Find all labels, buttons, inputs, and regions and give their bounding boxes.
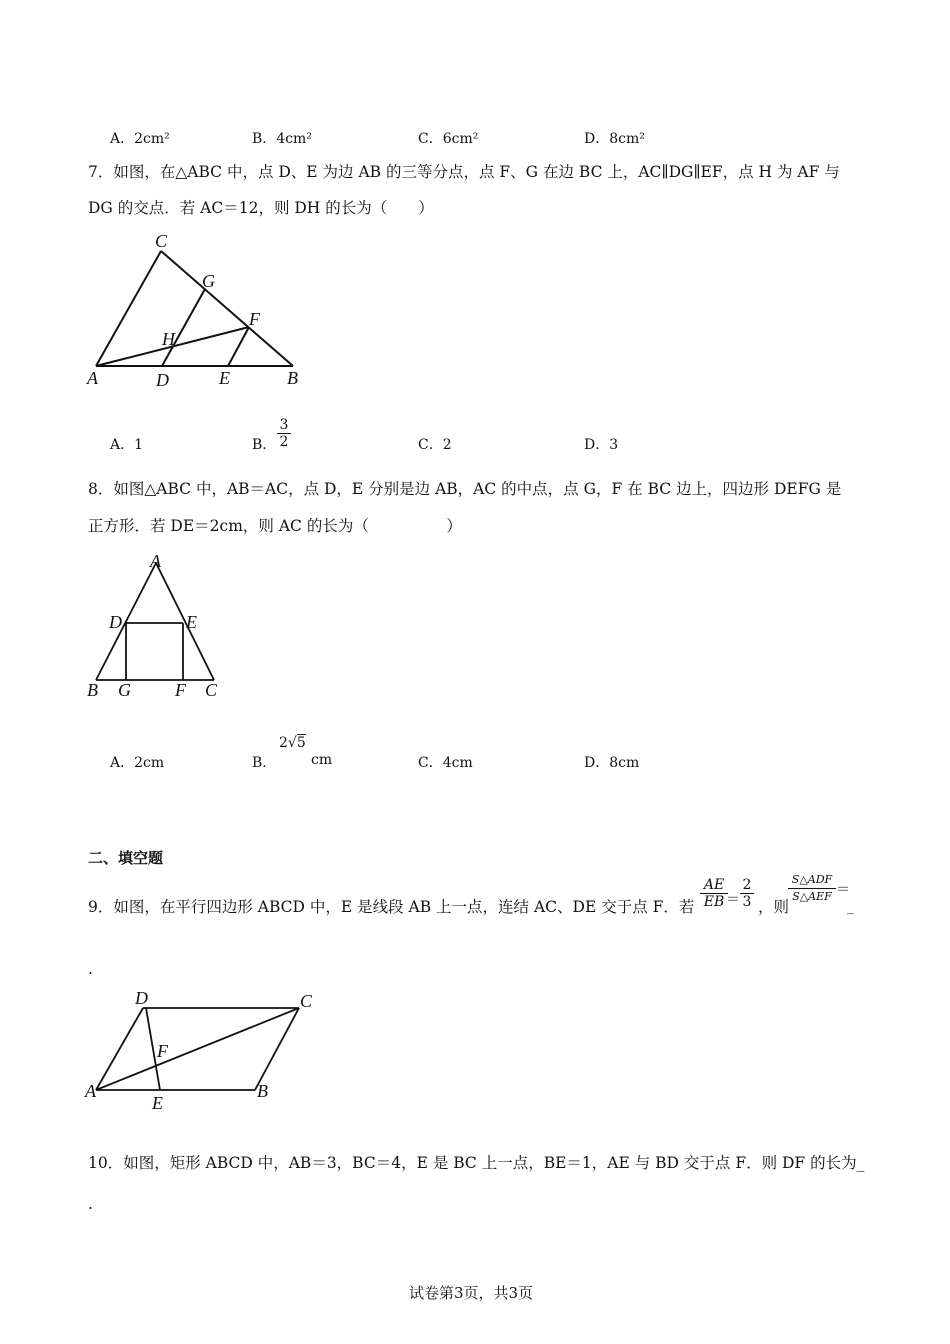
q9-equals: ＝ xyxy=(726,892,740,908)
q8-option-b: B． xyxy=(252,755,277,771)
q10-text: 10．如图，矩形 ABCD 中，AB＝3，BC＝4，E 是 BC 上一点，BE＝1，AE 与 BD 交于点 F．则 DF 的长为_ xyxy=(88,1154,865,1172)
q7-option-c: C．2 xyxy=(418,437,452,453)
q8-label-b: B xyxy=(87,680,98,700)
q9-label-b: B xyxy=(257,1081,268,1101)
q8-text-line2: 正方形．若 DE＝2cm，则 AC 的长为（ ） xyxy=(88,517,462,535)
q6-option-c: C．6cm² xyxy=(418,131,479,147)
q9-label-d: D xyxy=(135,988,148,1008)
q8-label-a: A xyxy=(150,551,161,571)
q9-label-a: A xyxy=(85,1081,96,1101)
q8-label-c: C xyxy=(205,680,218,700)
q8-option-d: D．8cm xyxy=(584,755,640,771)
q7-label-a: A xyxy=(87,368,98,388)
q9-fraction-areas: S△ADF S△AEF xyxy=(788,872,836,905)
q9-label-e: E xyxy=(152,1093,163,1113)
q7-option-b-fraction: $\frac{3}{2}$ xyxy=(277,417,291,450)
q8-label-f: F xyxy=(175,680,186,700)
q7-text-line2: DG 的交点．若 AC＝12，则 DH 的长为（ ） xyxy=(88,199,434,217)
q9-answer-blank[interactable]: _ xyxy=(847,899,854,915)
q9-label-f: F xyxy=(157,1041,168,1061)
q7-option-b: B． xyxy=(252,437,277,453)
q9-equals-2: ＝ xyxy=(836,882,850,898)
q8-option-b-radical: 2√5 xyxy=(279,735,306,751)
q8-option-b-unit: cm xyxy=(311,752,333,768)
q8-text-line1: 8．如图△ABC 中，AB＝AC，点 D，E 分别是边 AB，AC 的中点，点 G，F 在 BC 边上，四边形 DEFG 是 xyxy=(88,480,842,498)
q7-label-b: B xyxy=(287,368,298,388)
q10-end-period: . xyxy=(88,1195,93,1213)
q9-fraction-2-3: $\frac{2}{3}$ xyxy=(740,877,754,910)
q6-option-d: D．8cm² xyxy=(584,131,645,147)
q7-label-f: F xyxy=(249,309,260,329)
q7-label-g: G xyxy=(202,271,215,291)
q9-label-c: C xyxy=(300,991,313,1011)
q8-figure xyxy=(80,545,230,705)
q9-end-period: . xyxy=(88,960,93,978)
q7-option-d: D．3 xyxy=(584,437,619,453)
q7-figure xyxy=(80,225,320,395)
page-footer: 试卷第3页，共3页 xyxy=(409,1284,534,1302)
q8-option-c: C．4cm xyxy=(418,755,473,771)
q8-label-g: G xyxy=(118,680,131,700)
q8-label-e: E xyxy=(186,612,197,632)
q7-option-a: A．1 xyxy=(110,437,144,453)
q7-label-h: H xyxy=(162,329,175,349)
q9-fraction-ae-eb: $\frac{AE}{EB}$ xyxy=(700,877,728,910)
q9-then: ，则 xyxy=(758,898,790,916)
q6-option-b: B．4cm² xyxy=(252,131,312,147)
q7-label-e: E xyxy=(219,368,230,388)
sqrt-sign-icon: √ xyxy=(287,735,297,751)
q9-figure xyxy=(80,985,330,1115)
q6-option-a: A．2cm² xyxy=(110,131,170,147)
q7-label-c: C xyxy=(155,231,168,251)
q8-option-a: A．2cm xyxy=(110,755,165,771)
q7-label-d: D xyxy=(156,370,169,390)
q7-text-line1: 7．如图，在△ABC 中，点 D、E 为边 AB 的三等分点，点 F、G 在边 BC 上，AC∥DG∥EF，点 H 为 AF 与 xyxy=(88,163,840,181)
q9-text: 9．如图，在平行四边形 ABCD 中，E 是线段 AB 上一点，连结 AC、DE 交于点 F．若 xyxy=(88,898,695,916)
q8-label-d: D xyxy=(109,612,122,632)
section-title: 二、填空题 xyxy=(88,849,164,867)
